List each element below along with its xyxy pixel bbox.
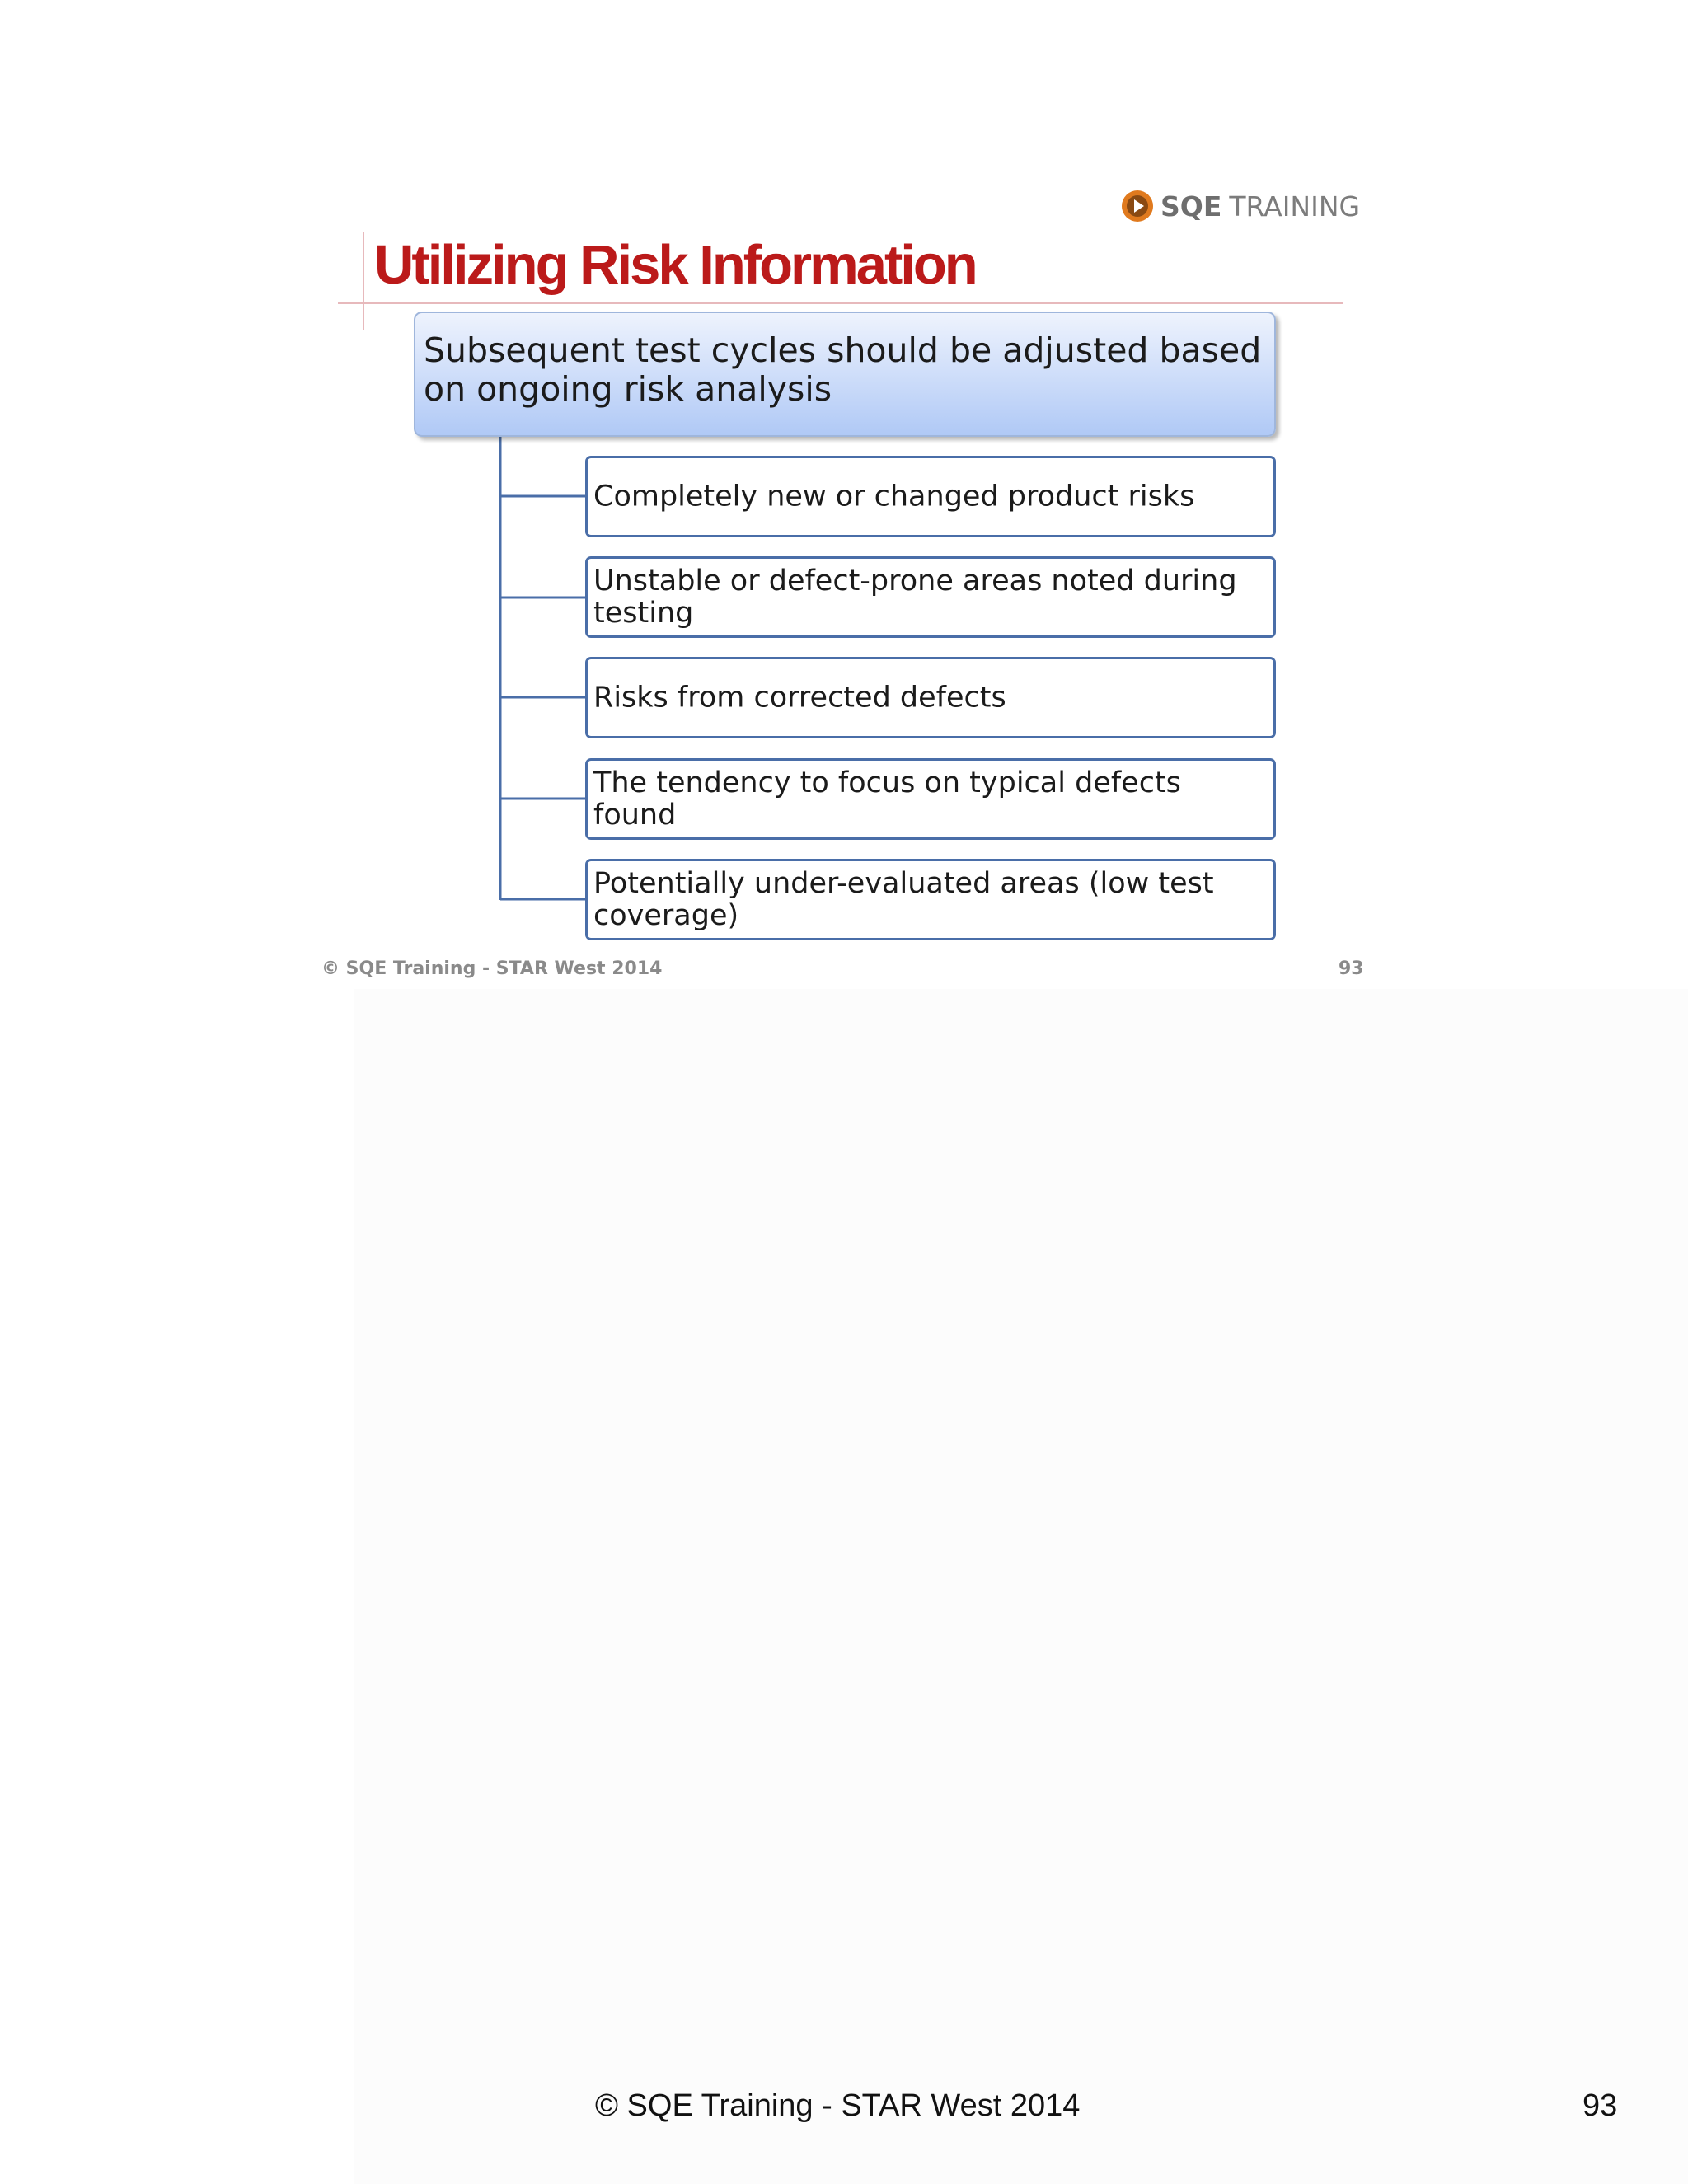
main-point-text: Subsequent test cycles should be adjusted based on ongoing risk analysis <box>424 330 1262 409</box>
list-item <box>585 657 1276 738</box>
slide-footer-page-number: 93 <box>1339 958 1364 979</box>
list-item-text: Completely new or changed product risks <box>593 480 1195 513</box>
page-footer-copyright: © SQE Training - STAR West 2014 <box>595 2088 1081 2123</box>
list-item <box>585 859 1276 940</box>
slide-footer-copyright: © SQE Training - STAR West 2014 <box>321 958 663 979</box>
list-item-text: The tendency to focus on typical defects found <box>593 766 1181 832</box>
list-item <box>585 758 1276 840</box>
list-item <box>585 556 1276 638</box>
list-item-text: Risks from corrected defects <box>593 681 1006 714</box>
slide <box>0 0 1688 1005</box>
page-background <box>354 989 1688 2184</box>
logo-text-bold: SQE <box>1160 190 1222 223</box>
list-item <box>585 456 1276 537</box>
list-item-text: Potentially under-evaluated areas (low test coverage) <box>593 866 1214 932</box>
logo-text-light: TRAINING <box>1229 190 1361 223</box>
slide-title: Utilizing Risk Information <box>374 234 976 296</box>
page-footer-page-number: 93 <box>1582 2088 1618 2123</box>
main-point-box <box>414 312 1276 437</box>
list-item-text: Unstable or defect-prone areas noted during testing <box>593 564 1237 630</box>
